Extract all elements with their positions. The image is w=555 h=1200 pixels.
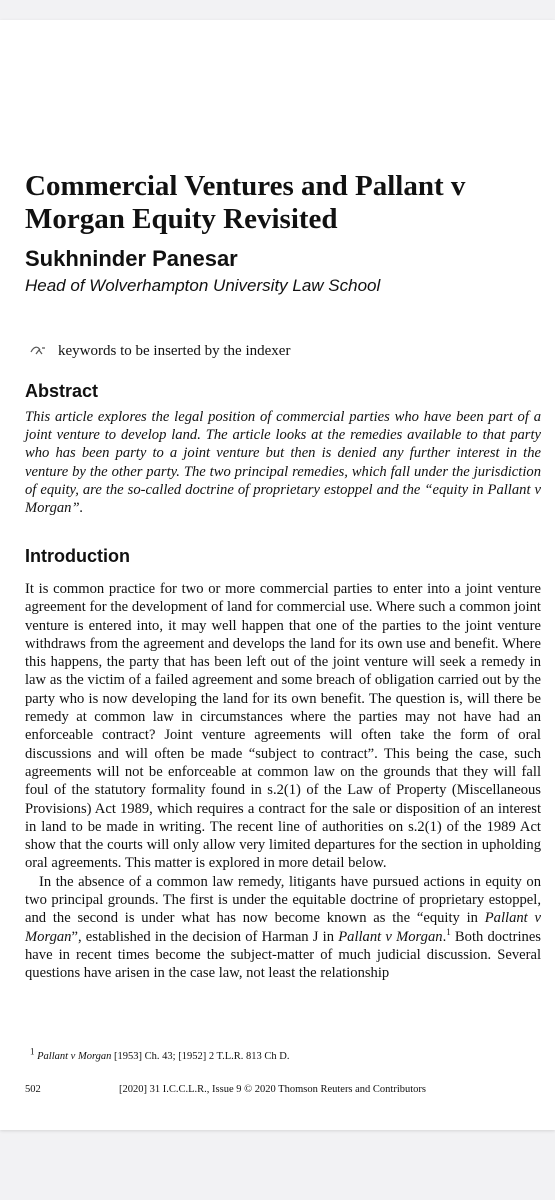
abstract-heading: Abstract [25,381,99,401]
case-name: Pallant v Morgan [25,910,541,945]
introduction-heading: Introduction [25,546,130,566]
page-number: 502 [25,1084,41,1095]
case-name: Pallant v Morgan [338,928,443,945]
footnote-citation: [1953] Ch. 43; [1952] 2 T.L.R. 813 Ch D. [111,1051,290,1062]
footnote-reference[interactable]: 1 [446,926,451,937]
keywords-text: keywords to be inserted by the indexer [58,343,291,359]
paragraph-text: ”, established in the decision of Harman J in [71,928,339,945]
paragraph-text: . [442,928,447,945]
paragraph-text: In the absence of a common law remedy, litigants have pursued actions in equity on two principal grounds. The first is under the equitable doctrine of proprietary estoppel, and the second is under what has now become known as the “equity in [25,873,541,927]
article-title: Commercial Ventures and Pallant v Morgan Equity Revisited [25,170,466,235]
author-affiliation: Head of Wolverhampton University Law School [25,276,381,295]
footnote-number: 1 [30,1046,35,1057]
journal-reference: [2020] 31 I.C.C.L.R., Issue 9 © 2020 Thomson Reuters and Contributors [119,1084,427,1095]
abstract-text: This article explores the legal position of commercial parties who have been part of a joint venture to develop land. The article looks at the remedies available to that party who has been party to a joint venture but then is denied any further interest in the venture by the other party. The two principal remedies, which fall under the jurisdiction of equity, are the so-called doctrine of proprietary estoppel and the “equity in Pallant v Morgan”. [25,409,541,517]
introduction-paragraph-2 [25,873,541,983]
introduction-body [25,580,541,983]
keywords-marker-icon [30,345,50,358]
introduction-paragraph-1: It is common practice for two or more commercial parties to enter into a joint venture agreement for the development of land for commercial use. Where such a common joint venture is entered into, it may well happen that one of the parties to the joint venture withdraws from the agreement and develops the land for its own use and benefit. Where this happens, the party that has been left out of the joint venture will seek a remedy in law as the victim of a failed agreement and some breach of obligation carried out by the party who is now developing the land for its own benefit. The question is, will there be remedy at common law in circumstances where the parties may not have had an enforceable contract? Joint venture agreements will often take the form of oral discussions and will often be made “subject to contract”. This being the case, such agreements will not be enforceable at common law on the grounds that they will fall foul of the statutory formality found in s.2(1) of the Law of Property (Miscellaneous Provisions) Act 1989, which requires a contract for the sale or disposition of an interest in land to be made in writing. The recent line of authorities on s.2(1) of the 1989 Act show that the courts will only allow very limited departures for the section in upholding oral agreements. This matter is explored in more detail below. [25,581,541,872]
author-name: Sukhninder Panesar [25,246,238,271]
keywords-line [30,343,290,360]
footnote [30,1046,290,1062]
footnote-case-name: Pallant v Morgan [37,1051,112,1062]
paragraph-text: Both doctrines have in recent times become the subject-matter of much judicial discussion. Several questions have arisen in the case law, not least the relationship [25,928,541,982]
document-page [0,20,555,1130]
